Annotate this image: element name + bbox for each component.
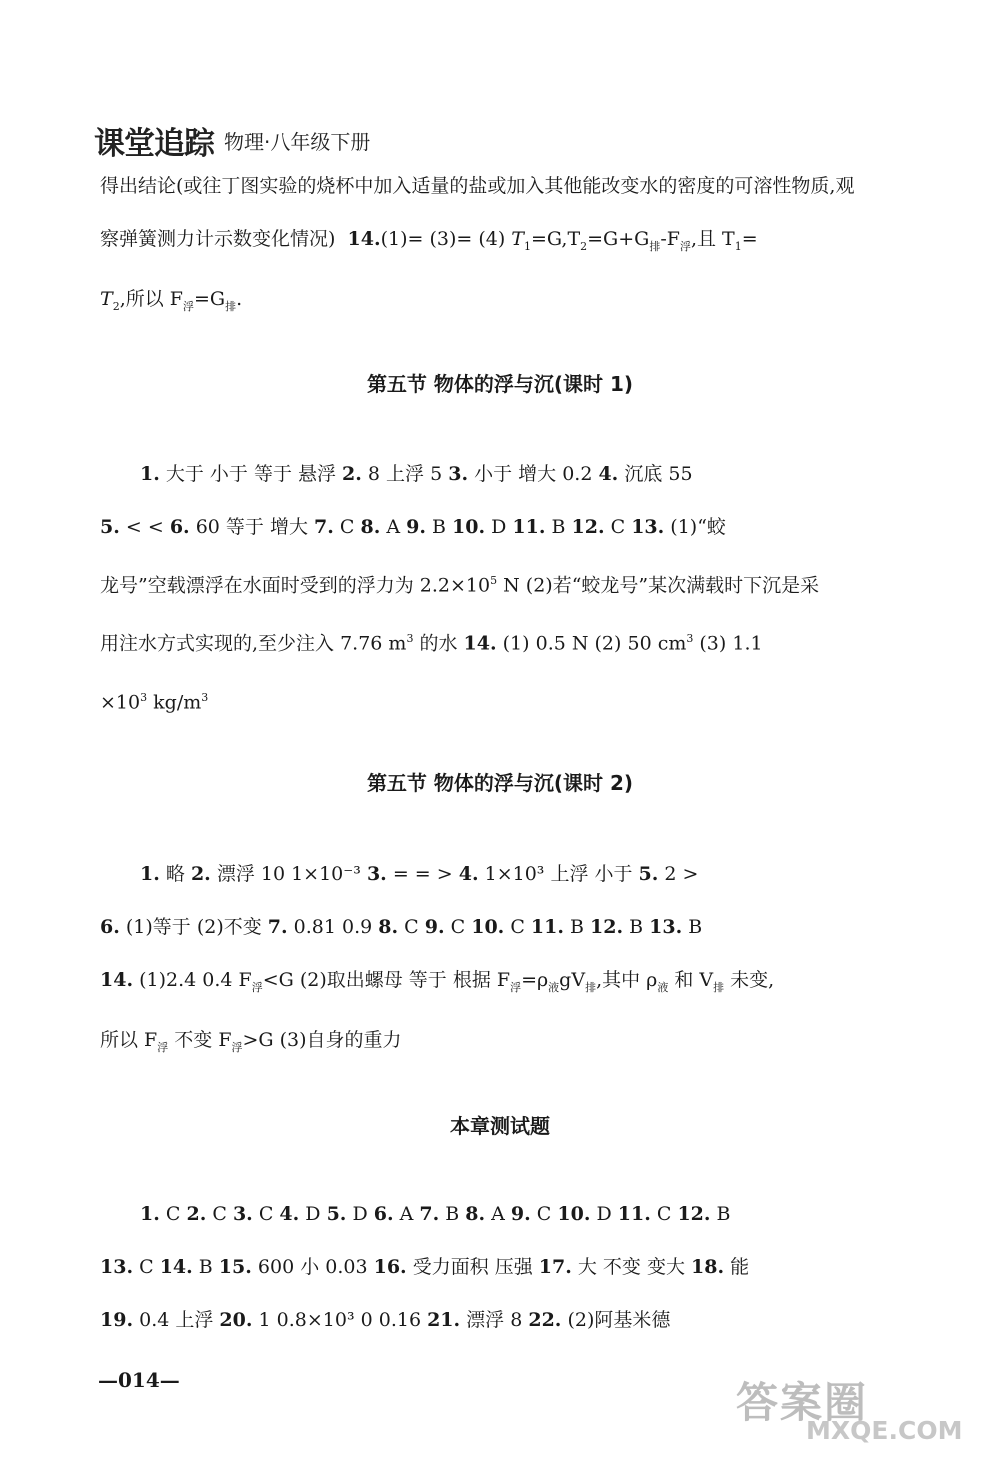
lesson-1-row-1 — [100, 448, 920, 501]
answer-number: 1. — [140, 463, 160, 485]
answer-number: 16. — [373, 1256, 407, 1278]
answer-text: B — [710, 1203, 731, 1225]
page-header — [94, 118, 370, 162]
book-subject: 物理·八年级下册 — [224, 129, 371, 154]
answer-number: 8. — [360, 516, 381, 538]
answer-number: 5. — [326, 1203, 347, 1225]
answer-text: C — [604, 516, 632, 538]
lesson-2-row-2 — [100, 901, 920, 954]
answer-text: 2 > — [658, 863, 699, 885]
answer-number: 21. — [427, 1309, 461, 1331]
answer-number: 2. — [342, 463, 362, 485]
lesson-1-answers — [100, 448, 920, 729]
answer-text: A — [380, 516, 407, 538]
answer-text: C — [159, 1203, 187, 1225]
answer-text: 0.81 0.9 — [287, 916, 379, 938]
answer-text: C — [206, 1203, 233, 1225]
answer-number: 1. — [140, 1203, 160, 1225]
answer-text: B — [545, 516, 572, 538]
answer-text: B — [623, 916, 650, 938]
answer-number: 9. — [510, 1203, 531, 1225]
answer-text: C — [504, 916, 531, 938]
answer-text: B — [682, 916, 703, 938]
answer-number: 22. — [528, 1309, 562, 1331]
answer-text: 受力面积 压强 — [406, 1256, 539, 1278]
answer-text: 略 — [159, 863, 191, 885]
answer-number: 3. — [366, 863, 387, 885]
answer-text: 能 — [724, 1256, 750, 1278]
intro-paragraph — [100, 160, 920, 333]
answer-number: 8. — [378, 916, 399, 938]
section-title-chapter-test: 本章测试题 — [450, 1114, 550, 1138]
answer-number: 7. — [314, 516, 334, 538]
answer-text: 0.4 上浮 — [133, 1309, 220, 1331]
answer-text: 60 等于 增大 — [189, 516, 314, 538]
answer-text: 1×10³ 上浮 小于 — [478, 863, 639, 885]
intro-line-3: $T_2$,所以 $F_浮=G_排$. — [100, 287, 243, 313]
answer-number: 6. — [169, 516, 190, 538]
lesson-1-row-3: 龙号”空载漂浮在水面时受到的浮力为 $2.2\times 10^5$ N (2)若“蛟龙号”某次满载时下沉是采 — [100, 574, 820, 597]
answer-text: B — [563, 916, 591, 938]
answer-text: C — [650, 1203, 678, 1225]
answer-text: D — [485, 516, 513, 538]
section-title-lesson-2: 第五节 物体的浮与沉(课时 2) — [366, 771, 634, 795]
answer-number: 4. — [279, 1203, 300, 1225]
answer-text: D — [590, 1203, 618, 1225]
answer-number: 6. — [373, 1203, 394, 1225]
answer-number: 18. — [691, 1256, 725, 1278]
answer-text: 小于 增大 0.2 — [468, 463, 599, 485]
answer-number: 12. — [571, 516, 605, 538]
answer-text: B — [425, 516, 453, 538]
lesson-1-row-4: 用注水方式实现的,至少注入 7.76 $m^3$ 的水 14. (1) 0.5 N (2) 50 $cm^3$ (3) 1.1 — [100, 632, 763, 655]
answer-number: 1. — [140, 863, 160, 885]
series-logo: 课堂追踪 — [94, 125, 214, 162]
section-title-lesson-1: 第五节 物体的浮与沉(课时 1) — [366, 372, 634, 396]
answer-text: C — [530, 1203, 558, 1225]
answer-number: 15. — [218, 1256, 252, 1278]
answer-number: 19. — [100, 1309, 134, 1331]
answer-number: 12. — [590, 916, 624, 938]
answer-number: 9. — [424, 916, 445, 938]
answer-text: A — [485, 1203, 511, 1225]
answer-number: 5. — [100, 516, 120, 538]
answer-number: 4. — [598, 463, 619, 485]
answer-number: 14. — [159, 1256, 193, 1278]
answer-text: (1)等于 (2)不变 — [119, 916, 268, 938]
answer-text: (1)“蛟 — [664, 516, 726, 538]
answer-number: 10. — [557, 1203, 591, 1225]
answer-number: 11. — [512, 516, 546, 538]
answer-number: 5. — [638, 863, 659, 885]
answer-number: 3. — [232, 1203, 253, 1225]
answer-number: 7. — [419, 1203, 440, 1225]
lesson-1-row-2 — [100, 501, 920, 554]
chapter-test-row-1 — [100, 1188, 920, 1241]
lesson-2-row-4: 所以 $F_浮$ 不变 $F_浮>G$ (3)自身的重力 — [100, 1028, 402, 1054]
answer-text: C — [252, 1203, 280, 1225]
answer-text: C — [333, 516, 361, 538]
answer-text: < < — [119, 516, 170, 538]
answer-number: 2. — [186, 1203, 207, 1225]
answer-number: 20. — [219, 1309, 253, 1331]
answer-number: 7. — [267, 916, 288, 938]
answer-text: B — [439, 1203, 466, 1225]
answer-number: 13. — [631, 516, 665, 538]
answer-text: 1 0.8×10³ 0 0.16 — [252, 1309, 428, 1331]
answer-number: 10. — [471, 916, 505, 938]
answer-text: 漂浮 8 — [460, 1309, 529, 1331]
answer-text: 漂浮 10 1×10⁻³ — [210, 863, 367, 885]
chapter-test-row-3 — [100, 1294, 920, 1347]
intro-line-1: 得出结论(或往丁图实验的烧杯中加入适量的盐或加入其他能改变水的密度的可溶性物质,观 — [100, 175, 855, 197]
answer-text: D — [346, 1203, 374, 1225]
intro-line-2: 察弹簧测力计示数变化情况) 14.(1)= (3)= (4) $T_1=G,T_2=G+G_排-F_浮$,且 $T_1=$ — [100, 228, 758, 253]
answer-text: 600 小 0.03 — [251, 1256, 374, 1278]
answer-number: 13. — [100, 1256, 134, 1278]
answer-number: 2. — [190, 863, 211, 885]
answer-number: 4. — [458, 863, 479, 885]
answer-number: 17. — [538, 1256, 572, 1278]
answer-text: (2)阿基米德 — [561, 1309, 671, 1331]
answer-number: 8. — [465, 1203, 486, 1225]
answer-number: 13. — [649, 916, 683, 938]
watermark-domain: MXQE.COM — [806, 1416, 963, 1445]
answer-text: C — [398, 916, 425, 938]
answer-text: 8 上浮 5 — [361, 463, 449, 485]
lesson-2-row-1 — [100, 848, 920, 901]
answer-text: D — [299, 1203, 327, 1225]
answer-text: = = > — [386, 863, 459, 885]
answer-number: 6. — [100, 916, 120, 938]
answer-number: 3. — [448, 463, 469, 485]
answer-text: B — [192, 1256, 219, 1278]
answer-text: 沉底 55 — [618, 463, 693, 485]
watermark-logo-text: 答案圈 — [736, 1378, 869, 1427]
page-number: —014— — [98, 1368, 180, 1392]
lesson-2-answers — [100, 848, 920, 1074]
answer-number: 10. — [452, 516, 486, 538]
lesson-2-row-3: 14. (1)2.4 0.4 $F_浮<G$ (2)取出螺母 等于 根据 $F_浮=\rho_液gV_排$,其中 $\rho_液$ 和 $V_排$ 未变, — [100, 969, 775, 994]
answer-number: 9. — [406, 516, 426, 538]
chapter-test-row-2 — [100, 1241, 920, 1294]
answer-text: 大 不变 变大 — [571, 1256, 692, 1278]
site-watermark — [736, 1370, 986, 1450]
answer-number: 11. — [530, 916, 564, 938]
answer-text: A — [393, 1203, 420, 1225]
answer-number: 12. — [677, 1203, 711, 1225]
answer-number: 11. — [617, 1203, 651, 1225]
lesson-1-row-5: $\times 10^3$ $kg/m^3$ — [100, 690, 209, 713]
answer-text: C — [133, 1256, 160, 1278]
chapter-test-answers — [100, 1188, 920, 1347]
answer-text: C — [444, 916, 472, 938]
answer-text: 大于 小于 等于 悬浮 — [159, 463, 343, 485]
